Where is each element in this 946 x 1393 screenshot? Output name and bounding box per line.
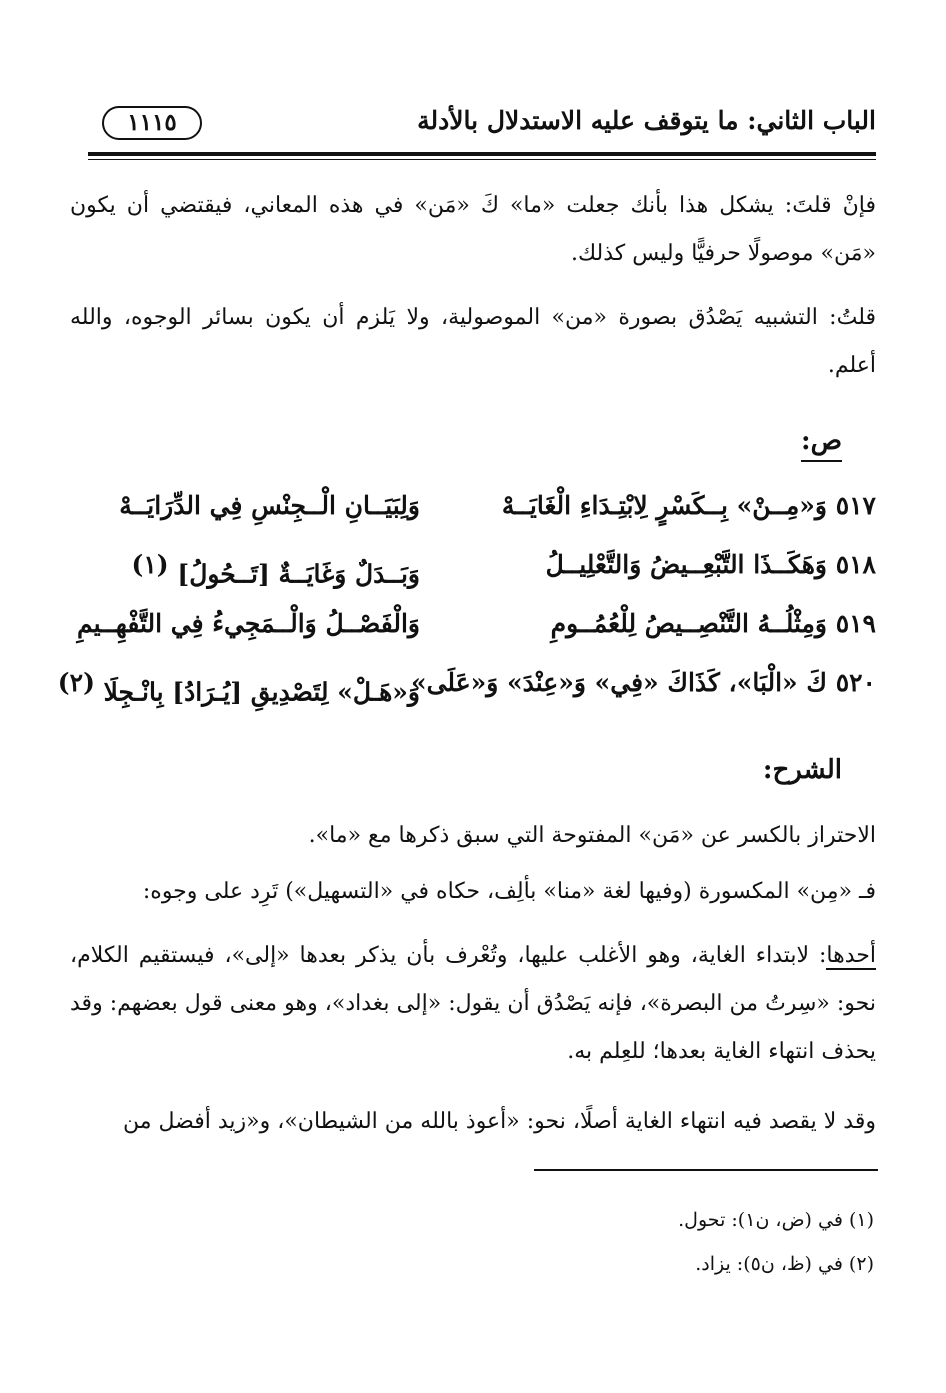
header-rule-thick bbox=[88, 152, 876, 156]
commentary-paragraph bbox=[70, 812, 876, 860]
verse-first-hemistich: ٥١٧ وَ«مِــنْ» بِــكَسْرٍ لِابْتِـدَاءِ الْغَايَــهْ bbox=[501, 491, 876, 520]
footnote-marker: (٢) bbox=[57, 668, 95, 697]
paragraph-text: فإنْ قلتَ: يشكل هذا بأنك جعلت «ما» كَ «مَن» في هذه المعاني، فيقتضي أن يكون «مَن» موصولًا حرفيًّا وليس كذلك. bbox=[70, 193, 876, 266]
paragraph-text: قلتُ: التشبيه يَصْدُق بصورة «من» الموصولية، ولا يَلزم أن يكون بسائر الوجوه، والله أعلم. bbox=[70, 305, 876, 378]
hemistich-text: وَ«هَـلْ» لِتَصْدِيقِ [يُـرَادُ] بِانْـجِلَا bbox=[103, 677, 420, 707]
section-label-text: ص: bbox=[801, 424, 842, 462]
paragraph-text: فـ «مِن» المكسورة (وفيها لغة «منا» بألِف، حكاه في «التسهيل») تَرِد على وجوه: bbox=[142, 879, 876, 904]
paragraph-text: الاحتراز بالكسر عن «مَن» المفتوحة التي سبق ذكرها مع «ما». bbox=[308, 823, 876, 848]
poem-verses bbox=[57, 486, 876, 722]
footnote-1: (١) في (ض، ن١): تحول. bbox=[678, 1209, 874, 1231]
verse-second-hemistich bbox=[58, 663, 420, 712]
first-aspect-text: : لابتداء الغاية، وهو الأغلب عليها، وتُعْرف بأن يذكر بعدها «إلى»، فيستقيم الكلام، نحو: «سِرتُ من البصرة»، فإنه يَصْدُق أن يقول: «إلى بغداد»، وهو معنى قول بعضهم: وقد يحذف انتهاء الغاية بعدها؛ للعِلم به. bbox=[70, 943, 876, 1064]
commentary-paragraph bbox=[70, 1098, 876, 1146]
verse-517 bbox=[70, 486, 876, 545]
verse-first-hemistich: ٥١٩ وَمِثْلُــهُ التَّنْصِــيصُ لِلْعُمُــومِ bbox=[550, 609, 876, 638]
verse-first-hemistich: ٥١٨ وَهَكَــذَا التَّبْعِــيضُ وَالتَّعْلِيــلُ bbox=[545, 550, 876, 579]
footnote-separator bbox=[534, 1169, 878, 1171]
verse-519 bbox=[70, 604, 876, 663]
running-title: الباب الثاني: ما يتوقف عليه الاستدلال بالأدلة bbox=[417, 106, 876, 135]
verse-second-hemistich bbox=[132, 545, 420, 594]
verse-second-hemistich: وَالْفَصْــلُ وَالْــمَجِيءُ فِي التَّفْهِــيمِ bbox=[76, 609, 420, 638]
paragraph-text bbox=[70, 932, 876, 1076]
verse-518 bbox=[70, 545, 876, 604]
commentary-paragraph bbox=[70, 932, 876, 1076]
verse-520 bbox=[57, 663, 876, 722]
footnote-marker: (١) bbox=[131, 550, 169, 579]
paragraph-question bbox=[70, 182, 876, 278]
footnotes bbox=[678, 1198, 874, 1286]
hemistich-text: وَبَــدَلٌ وَغَايَــةٌ [تَــحُولُ] bbox=[177, 559, 420, 589]
commentary-label: الشرح: bbox=[762, 755, 842, 785]
footnote-2: (٢) في (ظ، ن٥): يزاد. bbox=[695, 1253, 874, 1275]
paragraph-answer bbox=[70, 294, 876, 390]
verse-first-hemistich: ٥٢٠ كَ «الْبَا»، كَذَاكَ «فِي» وَ«عِنْدَ» وَ«عَلَى» bbox=[410, 668, 876, 697]
first-aspect-label: أحدها bbox=[826, 943, 876, 968]
commentary-paragraph bbox=[70, 868, 876, 916]
page-number: ١١١٥ bbox=[102, 106, 202, 140]
page-header bbox=[88, 100, 876, 152]
header-rule-thin bbox=[88, 159, 876, 160]
verse-second-hemistich: وَلِبَيَــانِ الْــجِنْسِ فِي الدِّرَايَــهْ bbox=[119, 491, 420, 520]
paragraph-text: وقد لا يقصد فيه انتهاء الغاية أصلًا، نحو: «أعوذ بالله من الشيطان»، و«زيد أفضل من bbox=[122, 1109, 876, 1134]
